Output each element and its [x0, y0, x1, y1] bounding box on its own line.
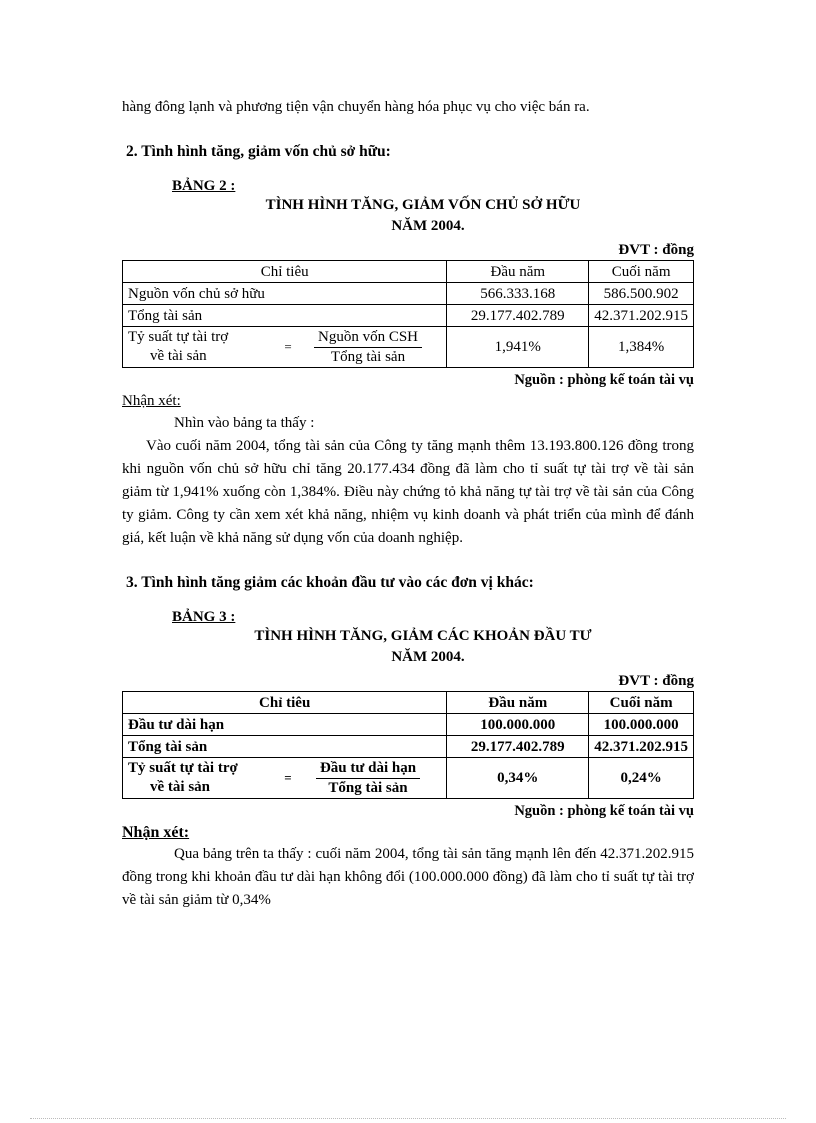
table-3-row-investment-start: 100.000.000 [447, 714, 589, 736]
page-bottom-divider [30, 1118, 786, 1119]
section-2-remark-p2: Vào cuối năm 2004, tổng tài sản của Công ty tăng mạnh thêm 13.193.800.126 đồng trong khi nguồn vốn chủ sở hữu chỉ tăng 20.177.434 đồng đã làm cho tỉ suất tự tài trợ về tài sản giảm từ 1,941% xuống còn 1,384%. Điều này chứng tỏ khả năng tự tài trợ về tài sản của Công ty giảm. Công ty cần xem xét khả năng, nhiệm vụ kinh doanh và phát triển của mình để đánh giá, kết luận về khả năng sử dụng vốn của doanh nghiệp. [122, 438, 694, 546]
table-3-row-investment-end: 100.000.000 [589, 714, 694, 736]
table-2-title-line1: TÌNH HÌNH TĂNG, GIẢM VỐN CHỦ SỞ HỮU [265, 197, 581, 213]
table-3-ratio-cell [123, 758, 447, 799]
table-2-row-equity-label: Nguồn vốn chủ sở hữu [123, 283, 447, 305]
table-3-row-assets-start: 29.177.402.789 [447, 736, 589, 758]
table-3-ratio-end: 0,24% [589, 758, 694, 799]
table-3-ratio-equals: = [284, 770, 292, 785]
table-2-title-line2: NĂM 2004. [391, 218, 465, 234]
section-3-heading: 3. Tình hình tăng giảm các khoản đầu tư vào các đơn vị khác: [126, 574, 534, 591]
table-2-ratio-numerator: Nguồn vốn CSH [314, 328, 422, 348]
table-2-ratio-denominator: Tổng tài sản [330, 348, 406, 365]
section-3-remark-label: Nhận xét: [122, 824, 190, 841]
table-3-unit: ĐVT : đồng [618, 673, 694, 689]
table-2-ratio-label-line1: Tỷ suất tự tài trợ [128, 329, 229, 345]
table-3 [122, 691, 694, 799]
table-2-unit: ĐVT : đồng [618, 242, 694, 258]
table-2-col-start: Đầu năm [447, 261, 589, 283]
document-page [122, 96, 694, 912]
table-2-col-criteria: Chỉ tiêu [123, 261, 447, 283]
table-2-row-assets-end: 42.371.202.915 [589, 305, 694, 327]
table-2-source: Nguồn : phòng kế toán tài vụ [514, 372, 694, 388]
table-2-header-row [123, 261, 694, 283]
intro-paragraph: hàng đông lạnh và phương tiện vận chuyển hàng hóa phục vụ cho việc bán ra. [122, 99, 590, 115]
table-2-ratio-cell [123, 327, 447, 368]
table-3-ratio-label-line2: về tài sản [150, 779, 210, 795]
table-2-ratio-end: 1,384% [589, 327, 694, 368]
table-3-title-line1: TÌNH HÌNH TĂNG, GIẢM CÁC KHOẢN ĐẦU TƯ [254, 628, 592, 644]
section-2-heading: 2. Tình hình tăng, giảm vốn chủ sở hữu: [126, 143, 391, 160]
table-3-col-end: Cuối năm [589, 692, 694, 714]
section-2-remark-p1: Nhìn vào bảng ta thấy : [174, 415, 315, 431]
table-3-row-assets-end: 42.371.202.915 [589, 736, 694, 758]
section-2-remark-label: Nhận xét: [122, 393, 181, 409]
table-3-header-row [123, 692, 694, 714]
table-3-title-line2: NĂM 2004. [391, 649, 465, 665]
table-3-label: BẢNG 3 : [172, 609, 236, 625]
table-3-row-assets-label: Tổng tài sản [123, 736, 447, 758]
table-2-ratio-start: 1,941% [447, 327, 589, 368]
table-3-ratio-label-line1: Tỷ suất tự tài trợ [128, 760, 238, 776]
table-row [123, 305, 694, 327]
table-2 [122, 260, 694, 368]
table-3-ratio-denominator: Tổng tài sản [328, 779, 408, 796]
table-3-ratio-start: 0,34% [447, 758, 589, 799]
table-3-row-investment-label: Đầu tư dài hạn [123, 714, 447, 736]
table-2-col-end: Cuối năm [589, 261, 694, 283]
table-2-ratio-equals: = [284, 339, 292, 354]
table-2-row-assets-start: 29.177.402.789 [447, 305, 589, 327]
table-row [123, 714, 694, 736]
table-row [123, 327, 694, 368]
table-3-ratio-numerator: Đầu tư dài hạn [316, 759, 420, 779]
table-2-row-assets-label: Tổng tài sản [123, 305, 447, 327]
table-3-col-start: Đầu năm [447, 692, 589, 714]
table-3-ratio-fraction [298, 759, 438, 798]
table-2-row-equity-end: 586.500.902 [589, 283, 694, 305]
table-3-source: Nguồn : phòng kế toán tài vụ [514, 803, 694, 819]
table-2-ratio-label-line2: về tài sản [150, 348, 207, 364]
table-row [123, 758, 694, 799]
table-2-label: BẢNG 2 : [172, 178, 236, 194]
table-2-ratio-fraction [298, 328, 438, 367]
table-2-row-equity-start: 566.333.168 [447, 283, 589, 305]
table-row [123, 736, 694, 758]
table-3-col-criteria: Chỉ tiêu [123, 692, 447, 714]
table-row [123, 283, 694, 305]
section-3-remark-p1: Qua bảng trên ta thấy : cuối năm 2004, tổng tài sản tăng mạnh lên đến 42.371.202.915 đồng trong khi khoản đầu tư dài hạn không đổi (100.000.000 đồng) đã làm cho tỉ suất tự tài trợ về tài sản giảm từ 0,34% [122, 846, 694, 908]
